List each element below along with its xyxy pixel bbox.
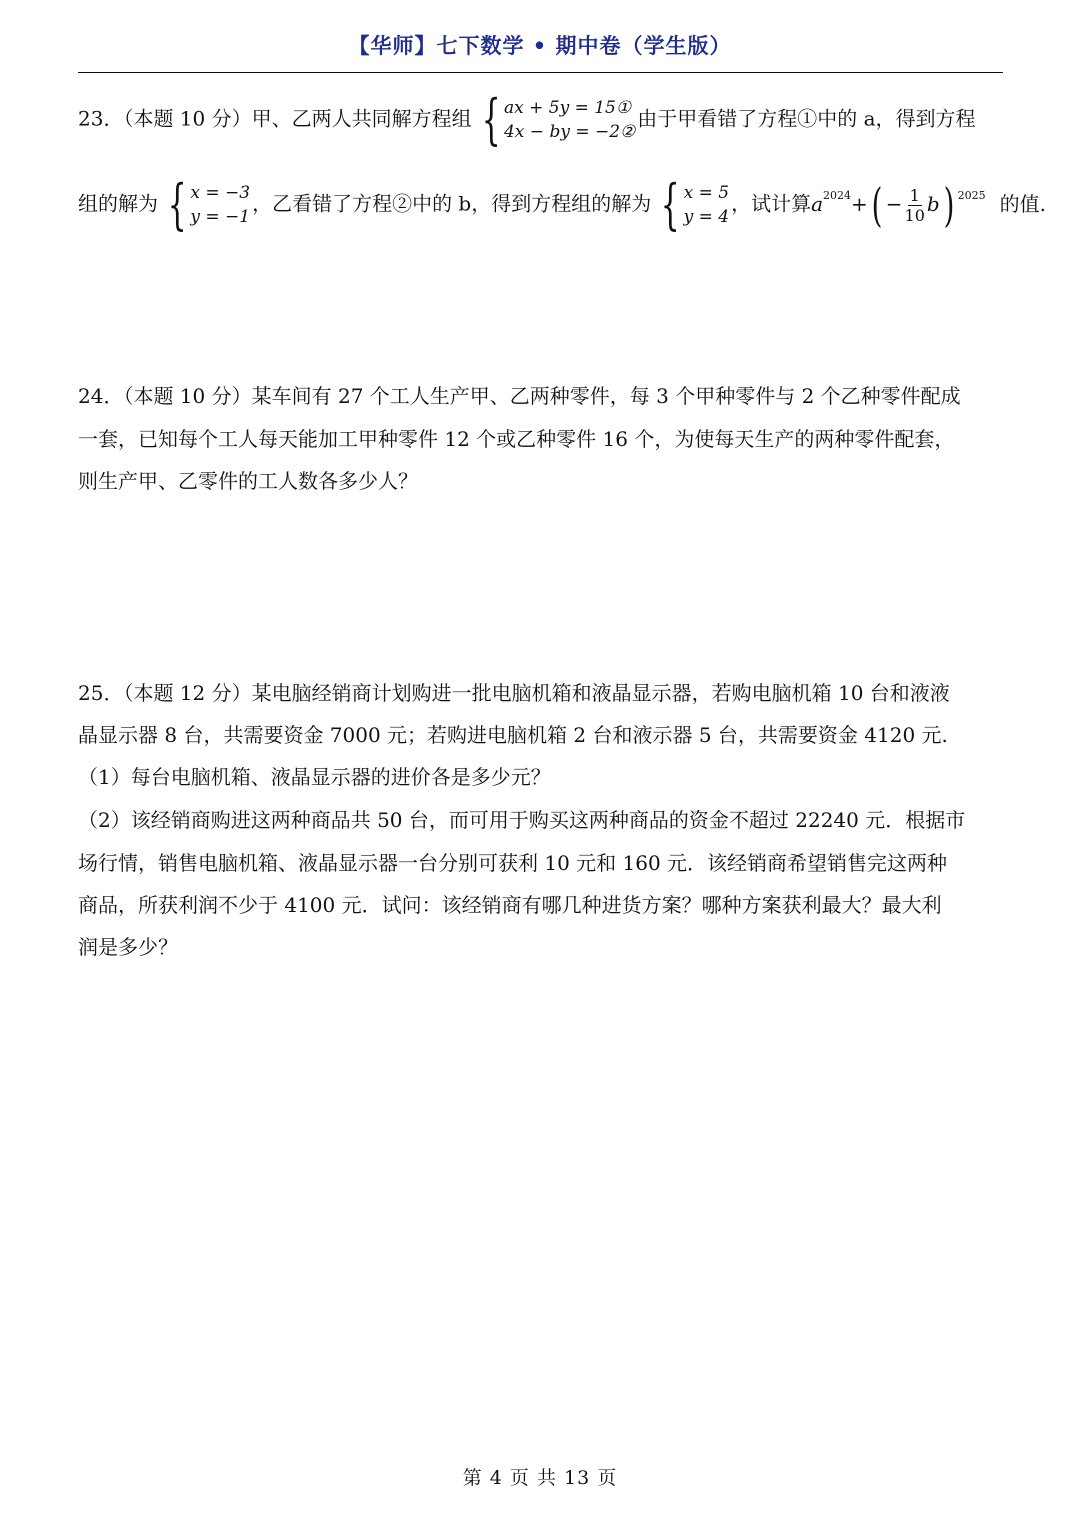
q25-line-5: 场行情，销售电脑机箱、液晶显示器一台分别可获利 10 元和 160 元．该经销商希望销售完这两种: [78, 851, 948, 875]
q23-base-a: a: [811, 191, 824, 216]
q23-fraction: [905, 186, 925, 225]
q23-sol1-x: x = −3: [190, 183, 251, 203]
q25-line-6: 商品，所获利润不少于 4100 元．试问：该经销商有哪几种进货方案？哪种方案获利最大？最大利: [78, 893, 942, 917]
q23-expression: [811, 178, 986, 232]
page-number: 第 4 页 共 13 页: [462, 1467, 618, 1489]
q25-line-1: 25．（本题 12 分）某电脑经销商计划购进一批电脑机箱和液晶显示器，若购电脑机箱 10 台和液液: [78, 681, 950, 705]
right-paren-icon: ): [943, 178, 955, 232]
q25-line-3: （1）每台电脑机箱、液晶显示器的进价各是多少元？: [78, 765, 551, 789]
q23-exp1: 2024: [823, 188, 852, 202]
q25-line-7: 润是多少？: [78, 935, 178, 959]
header-rule: [78, 72, 1003, 73]
left-paren-icon: (: [871, 178, 883, 232]
q23-base-b: b: [926, 191, 940, 216]
q23-solution-1: [160, 173, 251, 236]
q23-frac-num: 1: [909, 185, 920, 205]
q23-sol2-x: x = 5: [683, 183, 730, 203]
q23-line2-b: ，乙看错了方程②中的 b，得到方程组的解为: [252, 191, 652, 216]
q23-line2-d: 的值.: [999, 191, 1046, 216]
q23-frac-den: 10: [904, 205, 925, 225]
q25-line-4: （2）该经销商购进这两种商品共 50 台，而可用于购买这两种商品的资金不超过 22240 元．根据市: [78, 808, 966, 832]
q25-line-2: 晶显示器 8 台，共需要资金 7000 元；若购进电脑机箱 2 台和液示器 5 台，共需要资金 4120 元.: [78, 723, 948, 747]
q23-line-1: [78, 88, 1008, 151]
q23-plus: +: [851, 191, 868, 216]
q23-eq2: 4x − by = −2②: [503, 122, 636, 142]
brace-icon: {: [481, 88, 501, 151]
q23-prefix: 23．（本题 10 分）甲、乙两人共同解方程组: [78, 106, 472, 131]
page-header-title: 【华师】七下数学 • 期中卷（学生版）: [348, 33, 732, 58]
q23-line-2: [78, 173, 1046, 236]
q23-minus: −: [885, 191, 903, 216]
q23-solution-2: [653, 173, 730, 236]
q24-line-3: 则生产甲、乙零件的工人数各多少人？: [78, 469, 418, 493]
q23-exp2: 2025: [957, 188, 986, 202]
q23-equation-system: [474, 88, 636, 151]
q24-line-1: 24．（本题 10 分）某车间有 27 个工人生产甲、乙两种零件，每 3 个甲种零件与 2 个乙种零件配成: [78, 384, 961, 408]
brace-icon: {: [660, 173, 680, 236]
q23-line2-c: ，试计算: [731, 191, 812, 216]
brace-icon: {: [167, 173, 187, 236]
q23-sol1-y: y = −1: [190, 207, 251, 227]
q23-mid1: 由于甲看错了方程①中的 a，得到方程: [637, 106, 976, 131]
q23-sol2-y: y = 4: [683, 207, 730, 227]
q23-line2-a: 组的解为: [78, 191, 158, 216]
q23-eq1: ax + 5y = 15①: [503, 98, 632, 118]
q24-line-2: 一套，已知每个工人每天能加工甲种零件 12 个或乙种零件 16 个，为使每天生产的两种零件配套，: [78, 427, 955, 451]
